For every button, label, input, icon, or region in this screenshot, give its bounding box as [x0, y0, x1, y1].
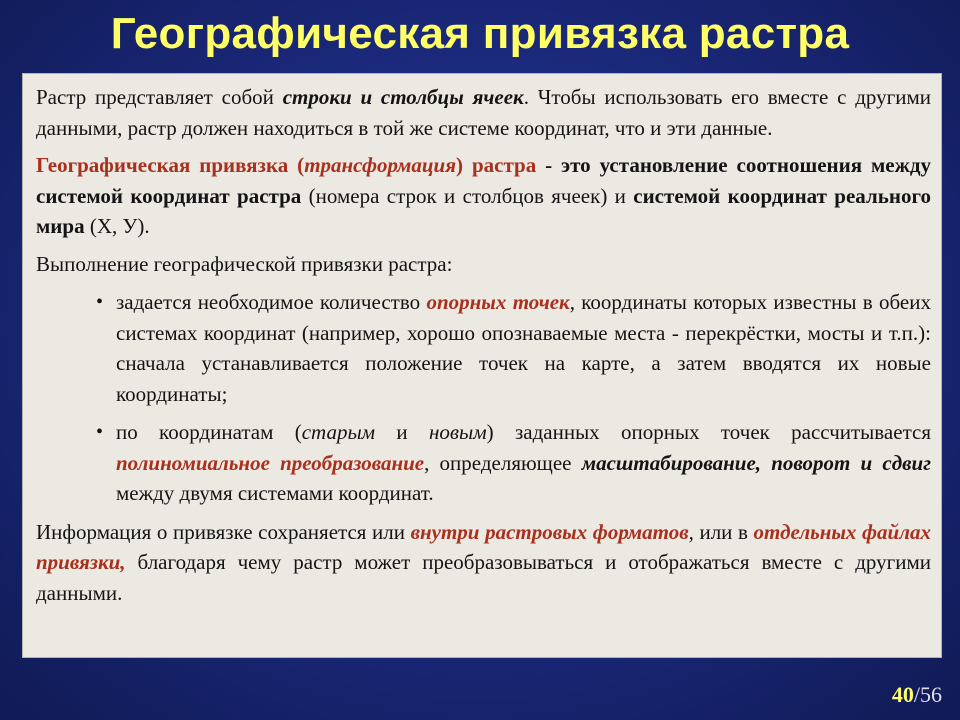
emphasis-rows-columns: строки и столбцы ячеек: [282, 85, 524, 109]
emphasis-raster-formats: внутри растровых форматов: [410, 519, 689, 544]
text: Растр представляет собой: [36, 85, 283, 109]
text: по координатам (: [116, 420, 302, 444]
text: Информация о привязке сохраняется или: [36, 519, 411, 544]
slide-counter: [892, 680, 942, 710]
bullet-icon: •: [96, 291, 104, 313]
emphasis-world-coordinates: системой координат реального мира: [36, 183, 931, 238]
text: , или в: [688, 519, 754, 544]
term-georeference: Географическая привязка (: [36, 153, 305, 177]
term-transformation: трансформация: [304, 153, 457, 177]
term-raster: ) растра: [456, 153, 537, 177]
text: , координаты которых известны в обеих системах координат (например, хорошо опознаваемые места - перекрёстки, мосты и т.п.): сначала устанавливается положение точек на карте, а затем вводятся их новые координаты;: [116, 290, 931, 406]
list-item: [36, 287, 931, 409]
text: , определяющее: [424, 450, 582, 475]
content-panel: [22, 73, 942, 658]
list-item: [36, 417, 931, 509]
current-slide-number: 40: [891, 682, 914, 707]
bullet-icon: •: [96, 421, 104, 443]
emphasis-polynomial: полиномиальное преобразование: [116, 450, 425, 475]
emphasis-old: старым: [301, 420, 376, 444]
text: благодаря чему растр может преобразовываться и отображаться вместе с другими данными.: [36, 550, 931, 605]
text: и: [375, 420, 429, 444]
procedure-list: [36, 287, 931, 509]
text: ) заданных опорных точек рассчитывается: [486, 420, 931, 444]
text: (номера строк и столбцов ячеек) и: [301, 183, 634, 208]
total-slides: /56: [913, 682, 942, 707]
paragraph-georeference-definition: [36, 150, 931, 242]
text: задается необходимое количество: [116, 290, 427, 314]
emphasis-new: новым: [428, 420, 487, 444]
emphasis-world-files: отдельных файлах привязки,: [36, 519, 932, 574]
text: . Чтобы использовать его вместе с другими данными, растр должен находиться в той же системе координат, что и эти данные.: [36, 85, 931, 140]
text: (Х, У).: [84, 214, 150, 238]
emphasis-scale-rotate-shift: масштабирование, поворот и сдвиг: [581, 450, 931, 475]
emphasis-control-points: опорных точек: [426, 290, 570, 314]
slide-title: Географическая привязка растра: [110, 9, 850, 58]
emphasis-relation: - это установление соотношения между системой координат растра: [36, 153, 931, 208]
paragraph-storage-info: [36, 517, 931, 609]
text: между двумя системами координат.: [116, 481, 434, 505]
paragraph-raster-definition: [36, 82, 931, 143]
paragraph-procedure-heading: Выполнение географической привязки растра:: [36, 251, 453, 276]
